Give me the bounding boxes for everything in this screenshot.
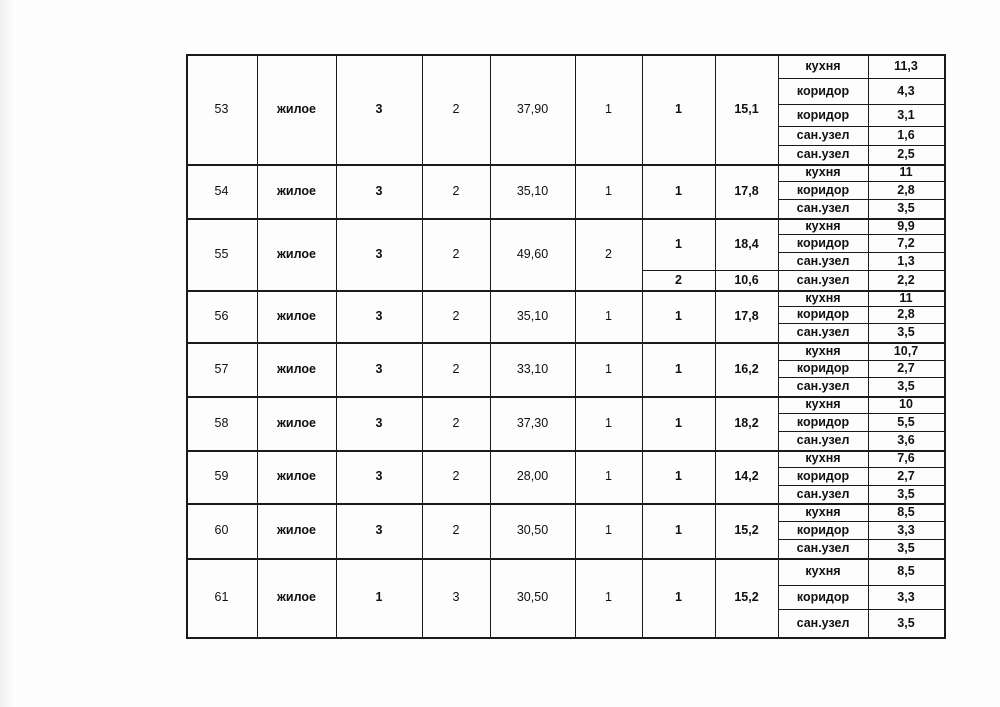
room-count: 1 (605, 101, 612, 116)
aux-room-area: 9,9 (897, 218, 915, 233)
aux-room-name: коридор (796, 522, 850, 537)
living-room-area: 18,4 (734, 236, 759, 251)
premises-type: жилое (277, 246, 316, 261)
living-room-area: 10,6 (734, 272, 759, 287)
living-room-number: 1 (675, 523, 682, 538)
aux-room-name: сан.узел (796, 433, 850, 448)
total-area: 37,90 (516, 101, 549, 116)
aux-room-name: сан.узел (796, 272, 850, 287)
aux-room-name: коридор (796, 235, 850, 250)
living-room-area: 15,2 (734, 523, 759, 538)
aux-room-name: кухня (805, 58, 841, 73)
floor-cell: 3 (375, 415, 383, 430)
living-room-area: 15,1 (734, 101, 759, 116)
aux-room-name: кухня (805, 451, 841, 466)
floor-cell: 3 (375, 361, 383, 376)
aux-room-name: кухня (805, 564, 841, 579)
living-room-number: 1 (675, 236, 682, 251)
aux-room-name: кухня (805, 343, 841, 358)
room-count: 1 (605, 361, 612, 376)
aux-room-name: коридор (796, 107, 850, 122)
value-cell: 3 (452, 590, 460, 605)
aux-room-area: 2,7 (897, 361, 915, 376)
apartment-number: 58 (214, 415, 229, 430)
floor-cell: 3 (375, 246, 383, 261)
premises-type: жилое (277, 523, 316, 538)
room-count: 1 (605, 183, 612, 198)
floor-cell: 1 (375, 590, 383, 605)
value-cell: 2 (452, 361, 460, 376)
aux-room-area: 3,1 (897, 107, 915, 122)
room-count: 1 (605, 308, 612, 323)
aux-room-area: 10,7 (893, 343, 919, 358)
column-line (944, 54, 946, 638)
apartment-number: 57 (214, 361, 229, 376)
living-room-area: 17,8 (734, 183, 759, 198)
value-cell: 2 (452, 415, 460, 430)
living-room-number: 1 (675, 469, 682, 484)
aux-room-name: коридор (796, 182, 850, 197)
total-area: 28,00 (516, 469, 549, 484)
value-cell: 2 (452, 183, 460, 198)
aux-room-name: коридор (796, 589, 850, 604)
aux-room-name: коридор (796, 83, 850, 98)
premises-type: жилое (277, 415, 316, 430)
floor-cell: 3 (375, 101, 383, 116)
living-room-number: 1 (675, 415, 682, 430)
total-area: 35,10 (516, 308, 549, 323)
premises-type: жилое (277, 101, 316, 116)
living-room-area: 17,8 (734, 308, 759, 323)
floor-cell: 3 (375, 183, 383, 198)
living-room-number: 2 (675, 272, 682, 287)
aux-room-area: 11,3 (894, 58, 918, 73)
aux-room-name: кухня (805, 504, 841, 519)
floor-cell: 3 (375, 308, 383, 323)
aux-room-name: кухня (805, 290, 841, 305)
living-room-area: 16,2 (734, 361, 759, 376)
aux-room-area: 8,5 (897, 564, 915, 579)
value-cell: 2 (452, 308, 460, 323)
aux-room-area: 2,2 (897, 272, 915, 287)
aux-room-area: 2,8 (897, 307, 915, 322)
premises-type: жилое (277, 469, 316, 484)
apartment-number: 59 (214, 469, 229, 484)
aux-room-area: 3,5 (897, 201, 915, 216)
room-count: 1 (605, 415, 612, 430)
aux-room-area: 7,2 (897, 235, 915, 250)
aux-room-area: 3,3 (897, 589, 915, 604)
aux-room-name: коридор (796, 307, 850, 322)
row-line (186, 637, 946, 639)
premises-type: жилое (277, 183, 316, 198)
floor-cell: 3 (375, 523, 383, 538)
aux-room-name: сан.узел (796, 379, 850, 394)
premises-type: жилое (277, 361, 316, 376)
aux-room-name: сан.узел (796, 128, 850, 143)
room-count: 1 (605, 590, 612, 605)
living-room-number: 1 (675, 361, 682, 376)
aux-room-name: кухня (805, 218, 841, 233)
value-cell: 2 (452, 246, 460, 261)
living-room-area: 18,2 (734, 415, 759, 430)
total-area: 49,60 (516, 246, 549, 261)
living-room-number: 1 (675, 590, 682, 605)
aux-room-area: 2,8 (897, 182, 915, 197)
apartment-number: 54 (214, 183, 229, 198)
aux-room-name: кухня (805, 165, 841, 180)
living-room-area: 14,2 (734, 469, 759, 484)
aux-room-area: 2,7 (897, 468, 915, 483)
value-cell: 2 (452, 101, 460, 116)
living-room-area: 15,2 (734, 590, 759, 605)
aux-room-name: сан.узел (796, 541, 850, 556)
room-count: 1 (605, 469, 612, 484)
apartment-number: 53 (214, 101, 229, 116)
aux-room-name: сан.узел (796, 615, 850, 630)
aux-room-area: 7,6 (897, 451, 915, 466)
room-count: 1 (605, 523, 612, 538)
aux-room-area: 3,5 (897, 325, 915, 340)
aux-room-area: 3,5 (897, 541, 915, 556)
aux-room-area: 4,3 (897, 83, 915, 98)
floor-cell: 3 (375, 469, 383, 484)
aux-room-name: коридор (796, 468, 850, 483)
total-area: 30,50 (516, 523, 549, 538)
aux-room-area: 2,5 (897, 147, 915, 162)
living-room-number: 1 (675, 183, 682, 198)
total-area: 37,30 (516, 415, 549, 430)
living-room-number: 1 (675, 308, 682, 323)
premises-type: жилое (277, 308, 316, 323)
aux-room-area: 3,6 (897, 433, 915, 448)
apartment-number: 55 (214, 246, 229, 261)
living-room-number: 1 (675, 101, 682, 116)
aux-room-name: сан.узел (796, 325, 850, 340)
aux-room-name: сан.узел (796, 201, 850, 216)
aux-room-name: сан.узел (796, 486, 850, 501)
aux-room-area: 5,5 (897, 414, 915, 429)
aux-room-name: кухня (805, 397, 841, 412)
apartment-number: 61 (214, 590, 229, 605)
total-area: 35,10 (516, 183, 549, 198)
total-area: 33,10 (516, 361, 549, 376)
value-cell: 2 (452, 523, 460, 538)
room-count: 2 (605, 246, 612, 261)
aux-room-area: 3,5 (897, 486, 915, 501)
apartment-number: 56 (214, 308, 229, 323)
aux-room-name: сан.узел (796, 253, 850, 268)
value-cell: 2 (452, 469, 460, 484)
aux-room-area: 3,3 (897, 522, 915, 537)
aux-room-area: 8,5 (897, 504, 915, 519)
aux-room-area: 10 (899, 397, 913, 412)
premises-type: жилое (277, 590, 316, 605)
aux-room-name: сан.узел (796, 147, 850, 162)
aux-room-area: 11 (899, 165, 913, 180)
aux-room-area: 3,5 (897, 379, 915, 394)
aux-room-name: коридор (796, 414, 850, 429)
aux-room-area: 1,6 (897, 128, 915, 143)
aux-room-name: коридор (796, 361, 850, 376)
apartment-number: 60 (214, 523, 229, 538)
aux-room-area: 3,5 (897, 615, 915, 630)
aux-room-area: 1,3 (897, 253, 915, 268)
aux-room-area: 11 (899, 290, 913, 305)
total-area: 30,50 (516, 590, 549, 605)
